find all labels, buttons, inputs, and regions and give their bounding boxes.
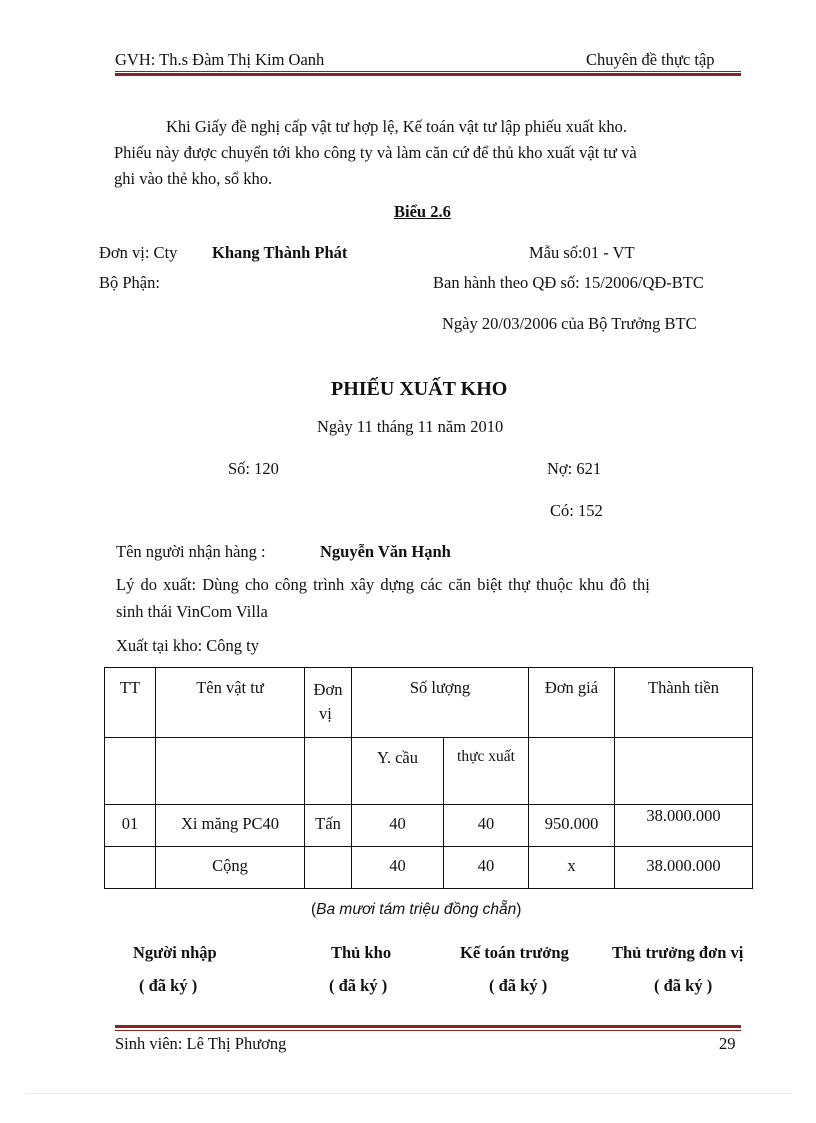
header-qty-actual: thực xuất xyxy=(444,738,529,805)
header-rule-thin xyxy=(115,71,741,72)
unit-name: Khang Thành Phát xyxy=(212,243,348,262)
header-rule-thick xyxy=(115,73,741,76)
unit-label: Đơn vị: Cty xyxy=(99,243,178,262)
debit-account: Nợ: 621 xyxy=(547,459,602,478)
header-tt: TT xyxy=(105,668,156,738)
header-qty: Số lượng xyxy=(352,668,529,738)
signature-status-storekeeper: ( đã ký ) xyxy=(329,976,388,995)
page-edge-divider xyxy=(25,1093,791,1094)
receiver-label: Tên người nhận hàng : xyxy=(116,542,266,561)
template-code: Mẫu số:01 - VT xyxy=(529,243,635,262)
template-date: Ngày 20/03/2006 của Bộ Trưởng BTC xyxy=(442,314,697,333)
warehouse: Xuất tại kho: Công ty xyxy=(116,636,259,655)
table-total-row xyxy=(105,847,753,889)
intro-line-2: Phiếu này được chuyển tới kho công ty và làm căn cứ để thủ kho xuất vật tư và xyxy=(114,143,637,162)
signature-status-director: ( đã ký ) xyxy=(654,976,713,995)
signature-title-receiver: Người nhập xyxy=(133,943,217,962)
intro-line-1: Khi Giấy đề nghị cấp vật tư hợp lệ, Kế toán vật tư lập phiếu xuất kho. xyxy=(166,117,628,136)
total-price: x xyxy=(529,847,615,889)
reason-line-2: sinh thái VinCom Villa xyxy=(116,602,268,621)
header-name: Tên vật tư xyxy=(156,668,305,738)
cell-name: Xi măng PC40 xyxy=(156,805,305,847)
header-right: Chuyên đề thực tập xyxy=(586,50,715,69)
total-label: Cộng xyxy=(156,847,305,889)
total-amount: 38.000.000 xyxy=(615,847,753,889)
header-unit: Đơn vị xyxy=(305,668,352,738)
header-price: Đơn giá xyxy=(529,668,615,738)
form-date: Ngày 11 tháng 11 năm 2010 xyxy=(317,417,504,436)
dept-label: Bộ Phận: xyxy=(99,273,160,292)
table-header-row xyxy=(105,668,753,738)
signature-title-director: Thủ trưởng đơn vị xyxy=(612,943,744,962)
form-title: PHIẾU XUẤT KHO xyxy=(331,378,508,400)
amount-in-words: (Ba mươi tám triệu đồng chẵn) xyxy=(311,901,522,918)
footer-rule-thick xyxy=(115,1025,741,1028)
form-label: Biểu 2.6 xyxy=(394,202,451,221)
table-row xyxy=(105,805,753,847)
cell-tt: 01 xyxy=(105,805,156,847)
signature-title-chief-accountant: Kế toán trưởng xyxy=(460,943,569,962)
total-qty-actual: 40 xyxy=(444,847,529,889)
header-amount: Thành tiền xyxy=(615,668,753,738)
cell-qty-actual: 40 xyxy=(444,805,529,847)
footer-rule-thin xyxy=(115,1030,741,1031)
credit-account: Có: 152 xyxy=(550,501,603,520)
cell-amount: 38.000.000 xyxy=(615,805,753,847)
header-qty-req: Y. cầu xyxy=(352,738,444,805)
page-number: 29 xyxy=(719,1034,736,1053)
receiver-name: Nguyễn Văn Hạnh xyxy=(320,542,451,561)
cell-price: 950.000 xyxy=(529,805,615,847)
document-number: Số: 120 xyxy=(228,459,279,478)
cell-qty-req: 40 xyxy=(352,805,444,847)
reason-line-1: Lý do xuất: Dùng cho công trình xây dựng các căn biệt thự thuộc khu đô thị xyxy=(116,575,650,594)
signature-status-receiver: ( đã ký ) xyxy=(139,976,198,995)
cell-unit: Tấn xyxy=(305,805,352,847)
intro-line-3: ghi vào thẻ kho, sổ kho. xyxy=(114,169,273,188)
signature-title-storekeeper: Thủ kho xyxy=(331,943,392,962)
total-qty-req: 40 xyxy=(352,847,444,889)
header-left: GVH: Th.s Đàm Thị Kim Oanh xyxy=(115,50,325,69)
signature-status-chief-accountant: ( đã ký ) xyxy=(489,976,548,995)
footer-student: Sinh viên: Lê Thị Phương xyxy=(115,1034,287,1053)
items-table xyxy=(104,667,753,889)
template-issued: Ban hành theo QĐ số: 15/2006/QĐ-BTC xyxy=(433,273,704,292)
table-subheader-row xyxy=(105,738,753,805)
